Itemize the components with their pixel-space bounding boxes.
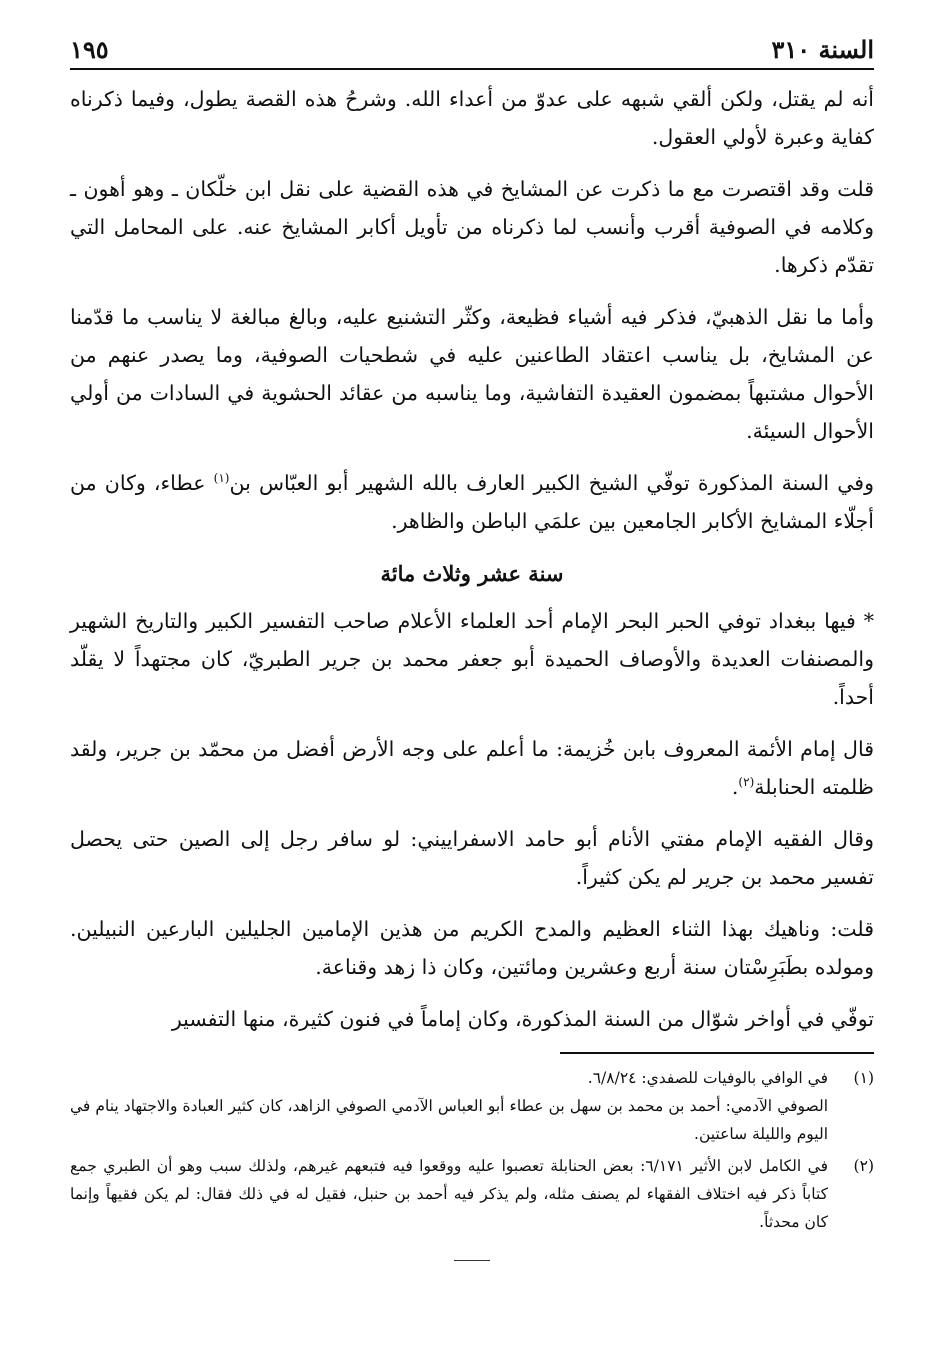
paragraph-text: عطاء، وكان من أجلّاء المشايخ الأكابر الجامعين بين علمَي الباطن والظاهر. [70,471,874,533]
paragraph: قلت: وناهيك بهذا الثناء العظيم والمدح الكريم من هذين الإمامين الجليلين البارعين النبيلين. ومولده بطَبَرِسْتان سنة أربع وعشرين ومائتين، وكان ذا زهد وقناعة. [70,917,874,979]
footnote-ref: (٢) [738,775,755,790]
paragraph-text: وفي السنة المذكورة توفّي الشيخ الكبير العارف بالله الشهير أبو العبّاس بن [229,471,874,495]
paragraph-tabari: * فيها ببغداد توفي الحبر البحر الإمام أحد العلماء الأعلام صاحب التفسير الكبير والتاريخ الشهير والمصنفات العديدة والأوصاف الحميدة أبو جعفر محمد بن جرير الطبريّ، كان مجتهداً لا يقلّد أحداً. [70,609,874,709]
paragraph: توفّي في أواخر شوّال من السنة المذكورة، وكان إماماً في فنون كثيرة، منها التفسير [171,1007,874,1031]
footnote-line: الصوفي الآدمي: أحمد بن محمد بن سهل بن عطاء أبو العباس الآدمي الصوفي الزاهد، كان كثير العبادة والاجتهاد ينام في اليوم والليلة ساعتين. [70,1097,828,1143]
footnote-number: (٢) [853,1157,874,1175]
footnote-separator [560,1052,874,1054]
paragraph: قلت وقد اقتصرت مع ما ذكرت عن المشايخ في هذه القضية على نقل ابن خلّكان ـ وهو أهون ـ وكلامه في الصوفية أقرب وأنسب لما ذكرناه من تأويل أكابر المشايخ عنه. على المحامل التي تقدّم ذكرها. [70,177,874,277]
page-number: ١٩٥ [70,35,109,64]
page-header [70,26,874,64]
footnote-body [70,1152,828,1236]
paragraph-text: . [731,775,739,799]
header-rule [70,68,874,70]
footnotes [70,1064,874,1236]
footnote-2 [70,1152,874,1236]
paragraph-ataa [70,464,874,540]
paragraph: أنه لم يقتل، ولكن ألقي شبهه على عدوّ من أعداء الله. وشرحُ هذه القصة يطول، وفيما ذكرناه كفاية وعبرة لأولي العقول. [70,87,874,149]
footnote-body [70,1064,828,1148]
end-mark [454,1260,490,1261]
paragraph-khuzayma [70,730,874,806]
running-head: السنة ٣١٠ [771,35,874,64]
footnote-line: في الكامل لابن الأثير ٦/١٧١: بعض الحنابلة تعصبوا عليه ووقعوا فيه فتبعهم غيرهم، ولذلك سبب وهو أن الطبري جمع كتاباً ذكر فيه اختلاف الفقهاء لم يصنف مثله، ولم يذكر فيه أحمد بن حنبل، فقيل له في ذلك فقال: لم يكن فقيهاً وإنما كان محدثاً. [70,1157,828,1231]
paragraph-text: قال إمام الأئمة المعروف بابن خُزيمة: ما أعلم على وجه الأرض أفضل من محمّد بن جرير، ولقد ظلمته الحنابلة [70,737,874,799]
section-heading: سنة عشر وثلاث مائة [380,561,564,586]
footnote-line: في الوافي بالوفيات للصفدي: ٦/٨/٢٤. [587,1069,828,1087]
footnote-number: (١) [853,1069,874,1087]
main-text [70,80,874,1038]
paragraph: وقال الفقيه الإمام مفتي الأنام أبو حامد الاسفراييني: لو سافر رجل إلى الصين حتى يحصل تفسير محمد بن جرير لم يكن كثيراً. [70,827,874,889]
paragraph: وأما ما نقل الذهبيّ، فذكر فيه أشياء فظيعة، وكثّر التشنيع عليه، وبالغ مبالغة لا يناسب ما قدّمنا عن المشايخ، بل يناسب اعتقاد الطاعنين عليه في شطحيات الصوفية، وما يصدر عنهم من الأحوال مشتبهاً بمضمون العقيدة التفاشية، وما يناسبه من عقائد الحشوية في السادات من أولي الأحوال السيئة. [70,305,874,443]
footnote-ref: (١) [213,471,230,486]
footnote-1 [70,1064,874,1148]
